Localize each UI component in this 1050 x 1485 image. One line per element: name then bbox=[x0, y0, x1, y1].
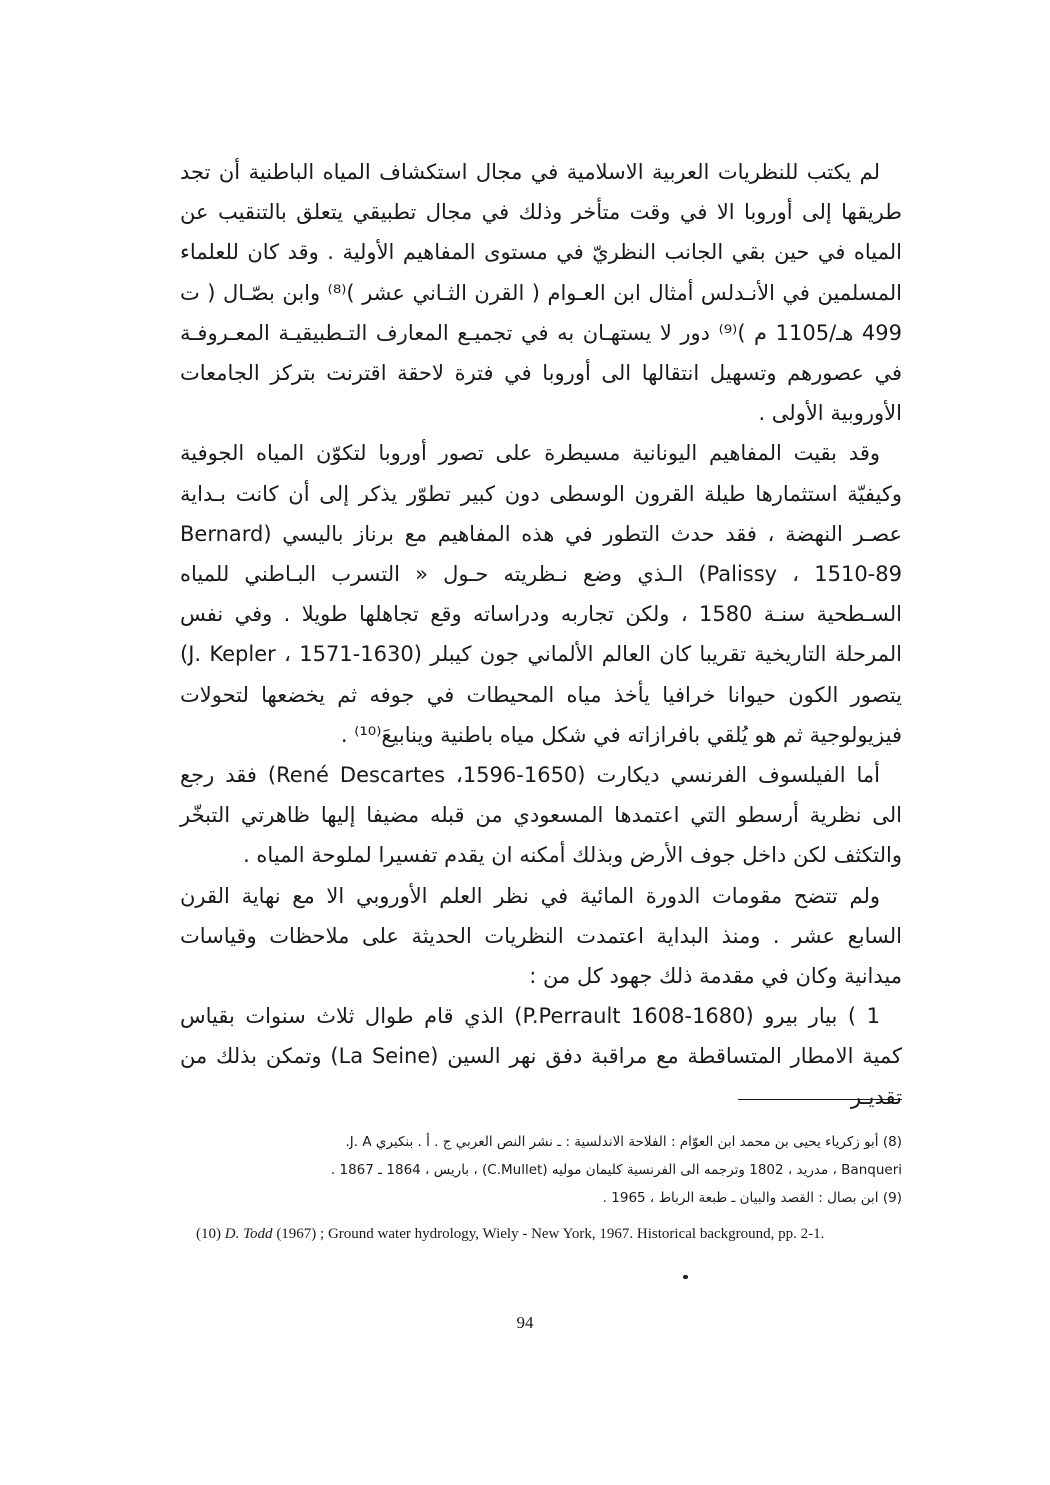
print-speck bbox=[683, 1275, 688, 1279]
footnote-10 bbox=[196, 1226, 904, 1243]
footnote-9: (9) ابن بصال : القصد والبيان ـ طبعة الرباط ، 1965 . bbox=[602, 1190, 902, 1206]
body-text bbox=[180, 152, 902, 1117]
paragraph-4: ولم تتضح مقومات الدورة المائية في نظر العلم الأوروبي الا مع نهاية القرن السابع عشر . ومنذ البداية اعتمدت النظريات الحديثة على ملاحظات وقياسات ميدانية وكان في مقدمة ذلك جهود كل من : bbox=[180, 883, 902, 989]
paragraph-3: أما الفيلسوف الفرنسي ديكارت (René Descartes ،1596-1650) فقد رجع الى نظرية أرسطو التي اعتمدها المسعودي من قبله مضيفا إليها ظاهرتي التبخّر والتكثف لكن داخل جوف الأرض وبذلك أمكنه ان يقدم تفسيرا لملوحة المياه . bbox=[180, 763, 902, 868]
footnote-8-line-2: Banqueri ، مدريد ، 1802 وترجمه الى الفرنسية كليمان موليه (C.Mullet) ، باريس ، 1864 ـ 1867 . bbox=[330, 1162, 902, 1178]
footnotes-arabic bbox=[180, 1128, 902, 1212]
footnote-10-text: (1967) ; Ground water hydrology, Wiely - New York, 1967. Historical background, pp. 2-1. bbox=[276, 1226, 825, 1242]
paragraph-1: لم يكتب للنظريات العربية الاسلامية في مجال استكشاف المياه الباطنية أن تجد طريقها إلى أوروبا الا في وقت متأخر وذلك في مجال تطبيقي يتعلق بالتنقيب عن المياه في حين بقي الجانب النظريّ في مستوى المفاهيم الأولية . وقد كان للعلماء المسلمين في الأنـدلس أمثال ابن العـوام ( القرن الثـاني عشر )⁽⁸⁾ وابن بصّـال ( ت 499 هـ/1105 م )⁽⁹⁾ دور لا يستهـان به في تجميـع المعارف التـطبيقيـة المعـروفـة في عصورهم وتسهيل انتقالها الى أوروبا في فترة لاحقة اقترنت بتركز الجامعات الأوروبية الأولى . bbox=[180, 160, 903, 426]
footnote-10-number: (10) bbox=[196, 1226, 221, 1242]
paragraph-5: 1 ) بيار بيرو (P.Perrault 1608-1680) الذي قام طوال ثلاث سنوات بقياس كمية الامطار المتساقطة مع مراقبة دفق نهر السين (La Seine) وتمكن بذلك من تقديـر bbox=[180, 1004, 902, 1109]
paragraph-2: وقد بقيت المفاهيم اليونانية مسيطرة على تصور أوروبا لتكوّن المياه الجوفية وكيفيّة استثمارها طيلة القرون الوسطى دون كبير تطوّر يذكر إلى أن كانت بـداية عصـر النهضة ، فقد حدث التطور في هذه المفاهيم مع برناز باليسي (Bernard Palissy ، 1510-89) الـذي وضع نـظريته حـول « التسرب البـاطني للمياه السـطحية سنـة 1580 ، ولكن تجاربه ودراساته وقع تجاهلها طويلا . وفي نفس المرحلة التاريخية تقريبا كان العالم الألماني جون كيبلر (J. Kepler ، 1571-1630) يتصور الكون حيوانا خرافيا يأخذ مياه المحيطات في جوفه ثم يخضعها لتحولات فيزيولوجية ثم هو يُلقي بافرازاته في شكل مياه باطنية وينابيعَ⁽¹⁰⁾ . bbox=[180, 441, 903, 747]
footnote-8-line-1: (8) أبو زكرياء يحيى بن محمد ابن العوّام : الفلاحة الاندلسية : ـ نشر النص العربي ج . أ . بنكيري J. A. bbox=[345, 1134, 902, 1150]
page-number: 94 bbox=[516, 1313, 534, 1332]
footnote-10-author: D. Todd bbox=[224, 1226, 273, 1242]
footnote-separator bbox=[738, 1099, 902, 1100]
